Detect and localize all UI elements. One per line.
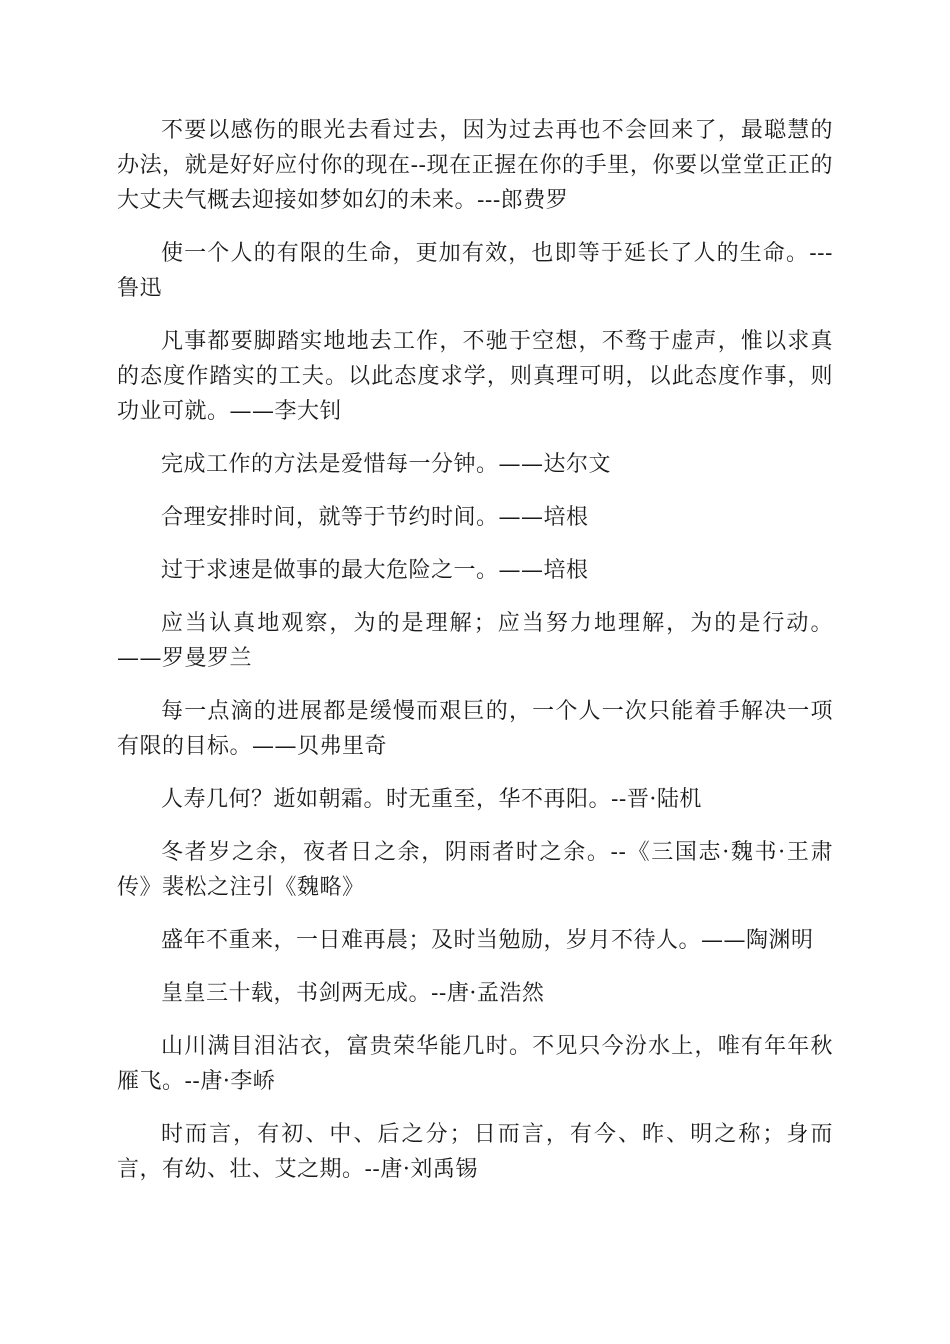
quote-paragraph: 完成工作的方法是爱惜每一分钟。——达尔文 [161,452,612,477]
quote-paragraph: 人寿几何？逝如朝霜。时无重至，华不再阳。--晋·陆机 [161,787,702,812]
quote-paragraph: 应当认真地观察，为的是理解；应当努力地理解，为的是行动。——罗曼罗兰 [117,611,833,671]
quote-paragraph: 时而言，有初、中、后之分；日而言，有今、昨、明之称；身而言，有幼、壮、艾之期。--唐·刘禹锡 [117,1122,833,1182]
quote-paragraph: 山川满目泪沾衣，富贵荣华能几时。不见只今汾水上，唯有年年秋雁飞。--唐·李峤 [117,1034,833,1094]
quote-paragraph: 冬者岁之余，夜者日之余，阴雨者时之余。--《三国志·魏书·王肃传》裴松之注引《魏略》 [117,840,833,900]
quote-paragraph: 皇皇三十载，书剑两无成。--唐·孟浩然 [161,981,545,1006]
quote-paragraph: 盛年不重来，一日难再晨；及时当勉励，岁月不待人。——陶渊明 [161,928,814,953]
quote-paragraph: 使一个人的有限的生命，更加有效，也即等于延长了人的生命。---鲁迅 [117,241,833,301]
quote-list [117,113,833,1205]
quote-paragraph: 凡事都要脚踏实地地去工作，不驰于空想，不骛于虚声，惟以求真的态度作踏实的工夫。以此态度求学，则真理可明，以此态度作事，则功业可就。——李大钊 [117,329,833,424]
quote-paragraph: 不要以感伤的眼光去看过去，因为过去再也不会回来了，最聪慧的办法，就是好好应付你的现在--现在正握在你的手里，你要以堂堂正正的大丈夫气概去迎接如梦如幻的未来。---郎费罗 [117,118,833,213]
quote-paragraph: 过于求速是做事的最大危险之一。——培根 [161,558,589,583]
quote-paragraph: 每一点滴的进展都是缓慢而艰巨的，一个人一次只能着手解决一项有限的目标。——贝弗里奇 [117,699,833,759]
quote-paragraph: 合理安排时间，就等于节约时间。——培根 [161,505,589,530]
